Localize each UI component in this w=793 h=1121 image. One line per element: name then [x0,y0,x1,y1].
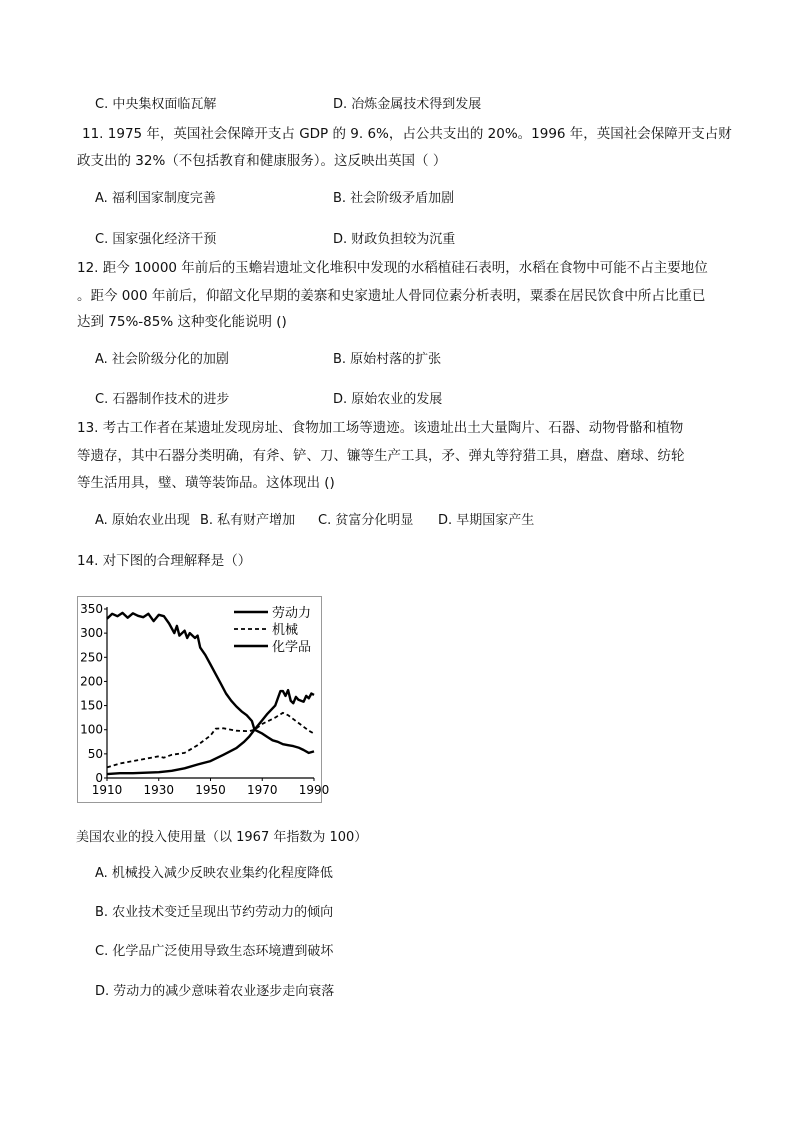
q13-stem-line3: 等生活用具，璧、璜等装饰品。这体现出 () [77,475,335,491]
y-tick-label: 50 [87,746,103,761]
q12-option-c: C. 石器制作技术的进步 [95,392,230,407]
q14-option-d: D. 劳动力的减少意味着农业逐步走向衰落 [95,984,335,999]
q11-stem-line1: 11. 1975 年，英国社会保障开支占 GDP 的 9. 6%，占公共支出的 20%。1996 年，英国社会保障开支占财 [82,126,732,142]
q13-option-b: B. 私有财产增加 [200,513,296,528]
q10-option-d: D. 冶炼金属技术得到发展 [333,97,482,112]
legend-label: 化学品 [272,640,312,655]
q12-option-d: D. 原始农业的发展 [333,392,443,407]
y-tick-label: 150 [80,698,103,713]
y-tick-label: 0 [95,771,103,785]
q13-stem-line1: 13. 考古工作者在某遗址发现房址、食物加工场等遗迹。该遗址出土大量陶片、石器、动物骨骼和植物 [77,420,684,436]
x-tick-label: 1950 [195,783,226,797]
legend-label: 劳动力 [272,606,312,621]
q11-option-d: D. 财政负担较为沉重 [333,232,456,247]
series-line-2 [107,690,314,774]
q10-option-c: C. 中央集权面临瓦解 [95,97,217,112]
q11-option-b: B. 社会阶级矛盾加剧 [333,191,455,206]
q12-option-a: A. 社会阶级分化的加剧 [95,352,229,367]
x-tick-label: 1910 [91,783,123,797]
line-chart [78,597,330,802]
chart-caption: 美国农业的投入使用量（以 1967 年指数为 100） [76,830,368,845]
q12-stem-line1: 12. 距今 10000 年前后的玉蟾岩遗址文化堆积中发现的水稻植硅石表明，水稻在食物中可能不占主要地位 [77,260,708,276]
q14-option-b: B. 农业技术变迁呈现出节约劳动力的倾向 [95,905,334,920]
q11-option-a: A. 福利国家制度完善 [95,191,216,206]
q12-stem-line2: 。距今 000 年前后，仰韶文化早期的姜寨和史家遗址人骨同位素分析表明，粟黍在居民饮食中所占比重已 [77,288,706,304]
x-tick-label: 1930 [143,783,175,797]
q13-option-c: C. 贫富分化明显 [318,513,414,528]
q12-stem-line3: 达到 75%-85% 这种变化能说明 () [77,314,287,330]
x-tick-label: 1990 [298,783,330,797]
q12-option-b: B. 原始村落的扩张 [333,352,442,367]
x-tick-label: 1970 [246,783,278,797]
y-tick-label: 100 [80,722,103,737]
q11-stem-line2: 政支出的 32%（不包括教育和健康服务）。这反映出英国（ ） [77,153,447,169]
q14-option-c: C. 化学品广泛使用导致生态环境遭到破坏 [95,944,334,959]
y-tick-label: 350 [80,602,103,616]
q11-option-c: C. 国家强化经济干预 [95,232,217,247]
y-tick-label: 250 [80,650,103,665]
q13-option-a: A. 原始农业出现 [95,513,190,528]
q13-option-d: D. 早期国家产生 [438,513,535,528]
y-tick-label: 300 [80,626,103,641]
chart-frame [77,596,330,803]
q13-stem-line2: 等遗存，其中石器分类明确，有斧、铲、刀、镰等生产工具，矛、弹丸等狩猎工具，磨盘、磨球、纺轮 [77,448,685,464]
legend-label: 机械 [272,623,299,638]
q14-option-a: A. 机械投入减少反映农业集约化程度降低 [95,866,333,881]
q14-stem: 14. 对下图的合理解释是（） [77,553,252,569]
y-tick-label: 200 [80,674,103,689]
series-line-1 [107,713,314,768]
